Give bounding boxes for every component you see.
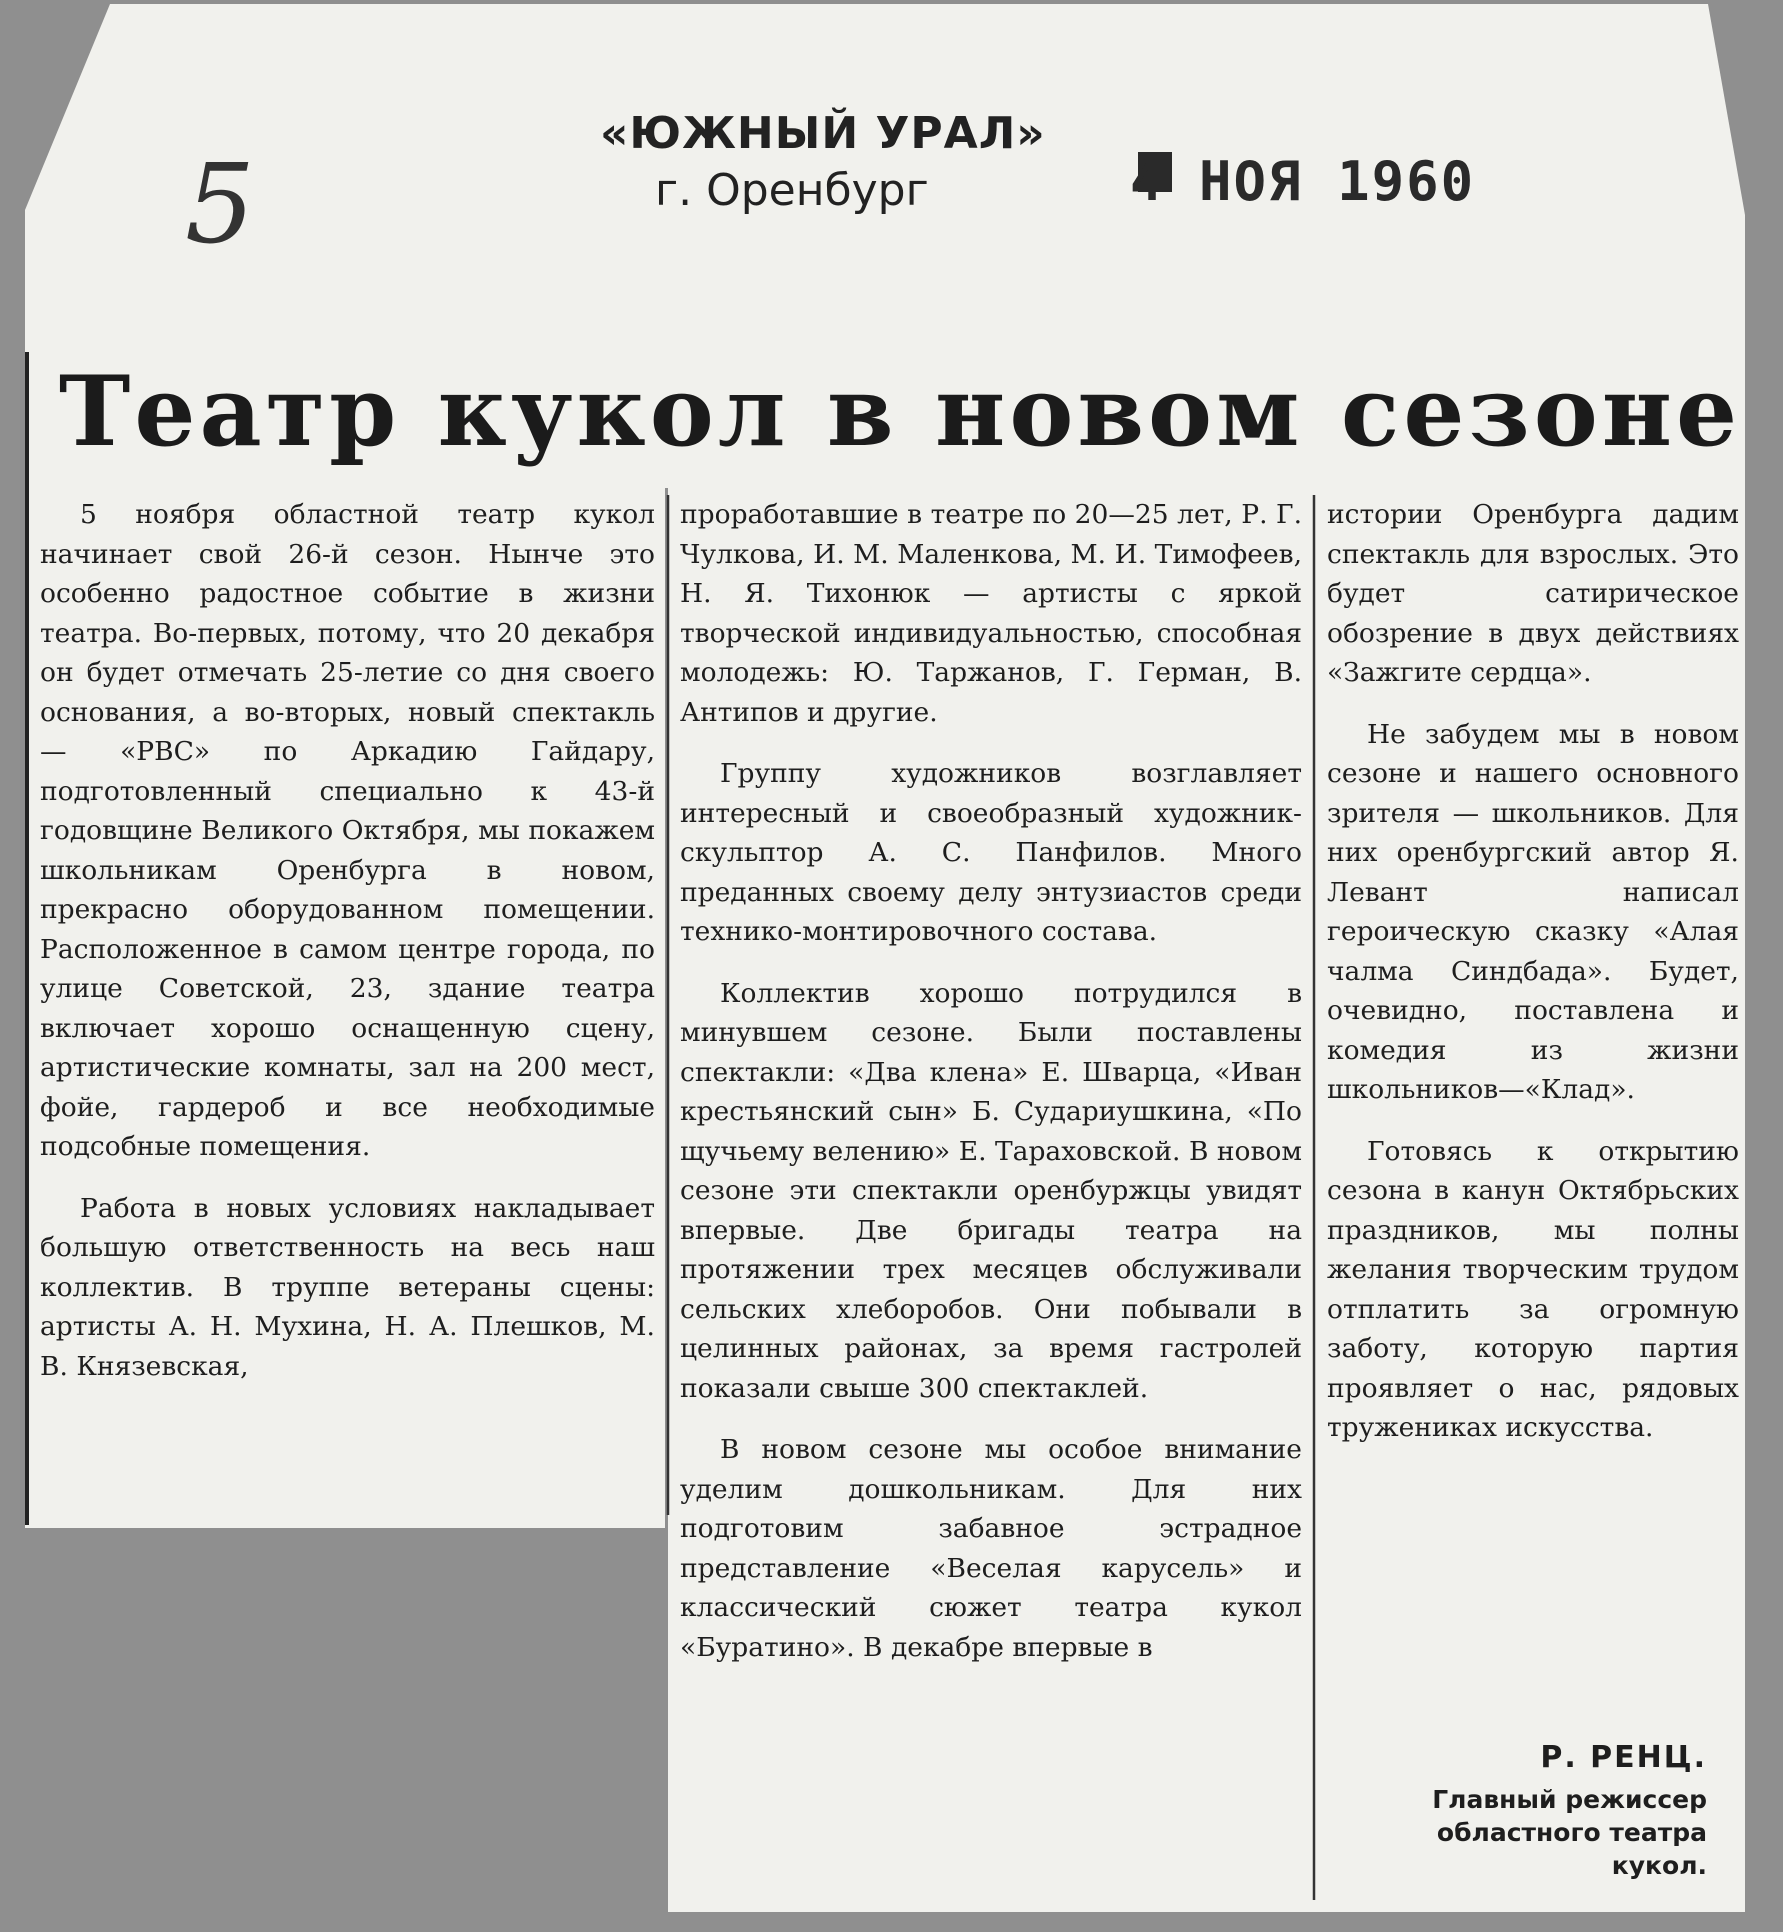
newspaper-city: г. Оренбург — [655, 165, 929, 216]
article-column-2 — [680, 495, 1302, 1689]
paragraph: истории Оренбурга дадим спектакль для взрослых. Это будет сатирическое обозрение в двух действиях «Зажгите сердца». — [1327, 499, 1739, 688]
paragraph: 5 ноября областной театр кукол начинает свой 26-й сезон. Нынче это особенно радостное событие в жизни театра. Во-первых, потому, что 20 декабря он будет отмечать 25-летие со дня своего основания, а во-вторых, новый спектакль — «РВС» по Аркадию Гайдару, подготовленный специально к 43-й годовщине Великого Октября, мы покажем школьникам Оренбурга в новом, прекрасно оборудованном помещении. Расположенное в самом центре города, по улице Советской, 23, здание театра включает хорошо оснащенную сцену, артистические комнаты, зал на 200 мест, фойе, гардероб и все необходимые подсобные помещения. — [40, 499, 655, 1162]
paragraph: Готовясь к открытию сезона в канун Октябрьских праздников, мы полны желания творческим трудом отплатить за огромную заботу, которую партия проявляет о нас, рядовых тружениках искусства. — [1327, 1135, 1739, 1443]
article-column-3 — [1327, 495, 1739, 1470]
signature-title-line: областного театра — [1436, 1818, 1707, 1847]
date-stamp: 4 НОЯ 1960 — [1130, 150, 1476, 213]
handwritten-number: 5 — [185, 140, 255, 268]
paragraph: Коллектив хорошо потрудился в минувшем сезоне. Были поставлены спектакли: «Два клена» Е. Шварца, «Иван крестьянский сын» Б. Судариушкина, «По щучьему велению» Е. Тараховской. В новом сезоне эти спектакли оренбуржцы увидят впервые. Две бригады театра на протяжении трех месяцев обслуживали сельских хлеборобов. Они побывали в целинных районах, за время гастролей показали свыше 300 спектаклей. — [680, 977, 1302, 1404]
newspaper-name: «ЮЖНЫЙ УРАЛ» — [600, 108, 1046, 159]
signature-name: Р. РЕНЦ. — [1540, 1740, 1707, 1775]
paragraph: В новом сезоне мы особое внимание уделим дошкольникам. Для них подготовим забавное эстрадное представление «Веселая карусель» и классический сюжет театра кукол «Буратино». В декабре впервые в — [680, 1434, 1302, 1663]
signature-title — [1327, 1783, 1707, 1882]
paragraph: Работа в новых условиях накладывает большую ответственность на весь наш коллектив. В труппе ветераны сцены: артисты А. Н. Мухина, Н. А. Плешков, М. В. Князевская, — [40, 1192, 655, 1382]
article-headline: Театр кукол в новом сезоне — [58, 355, 1742, 468]
article-column-1 — [40, 495, 655, 1408]
signature-title-line: кукол. — [1611, 1851, 1707, 1880]
paragraph: Не забудем мы в новом сезоне и нашего основного зрителя — школьников. Для них оренбургский автор Я. Левант написал героическую сказку «Алая чалма Синдбада». Будет, очевидно, поставлена и комедия из жизни школьников—«Клад». — [1327, 718, 1739, 1105]
paragraph: Группу художников возглавляет интересный и своеобразный художник-скульптор А. С. Панфилов. Много преданных своему делу энтузиастов среди технико-монтировочного состава. — [680, 758, 1302, 947]
signature-title-line: Главный режиссер — [1432, 1785, 1707, 1814]
paragraph: проработавшие в театре по 20—25 лет, Р. Г. Чулкова, И. М. Маленкова, М. И. Тимофеев, Н. Я. Тихонюк — артисты с яркой творческой индивидуальностью, способная молодежь: Ю. Таржанов, Г. Герман, В. Антипов и другие. — [680, 499, 1302, 728]
